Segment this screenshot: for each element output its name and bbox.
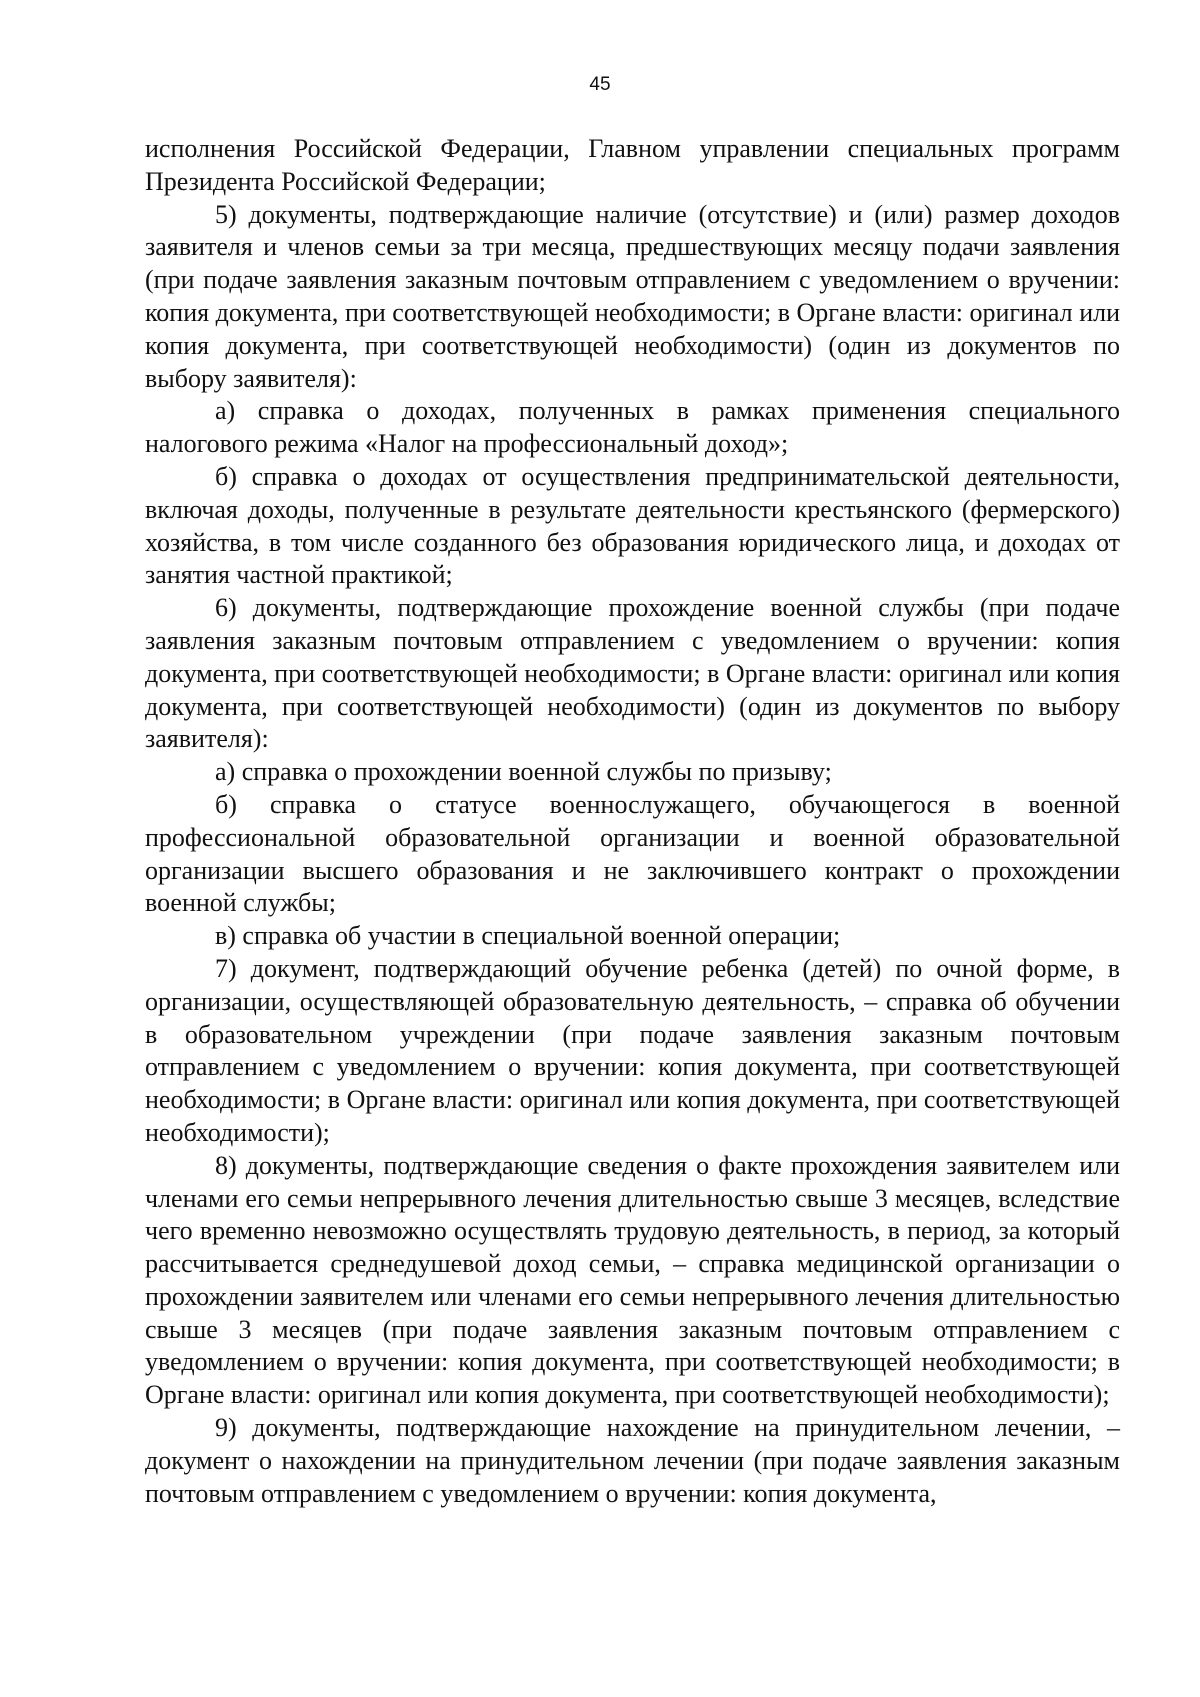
paragraph-item-7: 7) документ, подтверждающий обучение ребенка (детей) по очной форме, в организации, осуществляющей образовательную деятельность, – справка об обучении в образовательном учреждении (при подаче заявления заказным почтовым отправлением с уведомлением о вручении: копия документа, при соответствующей необходимости; в Органе власти: оригинал или копия документа, при соответствующей необходимости); bbox=[145, 953, 1120, 1147]
paragraph-item-6b: б) справка о статусе военнослужащего, обучающегося в военной профессиональной образовательной организации и военной образовательной организации высшего образования и не заключившего контракт о прохождении военной службы; bbox=[145, 789, 1120, 918]
paragraph-item-6: 6) документы, подтверждающие прохождение военной службы (при подаче заявления заказным почтовым отправлением с уведомлением о вручении: копия документа, при соответствующей необходимости; в Органе власти: оригинал или копия документа, при соответствующей необходимости) (один из документов по выбору заявителя): bbox=[145, 593, 1120, 754]
paragraph-item-6v: в) справка об участии в специальной военной операции; bbox=[215, 921, 841, 951]
paragraph-item-5b: б) справка о доходах от осуществления предпринимательской деятельности, включая доходы, полученные в результате деятельности крестьянского (фермерского) хозяйства, в том числе созданного без образования юридического лица, и доходах от занятия частной практикой; bbox=[145, 461, 1120, 590]
page-number: 45 bbox=[589, 74, 611, 95]
paragraph-item-9: 9) документы, подтверждающие нахождение на принудительном лечении, – документ о нахождении на принудительном лечении (при подаче заявления заказным почтовым отправлением с уведомлением о вручении: копия документа, bbox=[145, 1413, 1120, 1508]
paragraph-continued: исполнения Российской Федерации, Главном управлении специальных программ Президента Российской Федерации; bbox=[145, 134, 1120, 196]
paragraph-item-5: 5) документы, подтверждающие наличие (отсутствие) и (или) размер доходов заявителя и членов семьи за три месяца, предшествующих месяцу подачи заявления (при подаче заявления заказным почтовым отправлением с уведомлением о вручении: копия документа, при соответствующей необходимости; в Органе власти: оригинал или копия документа, при соответствующей необходимости) (один из документов по выбору заявителя): bbox=[145, 199, 1120, 393]
paragraph-item-8: 8) документы, подтверждающие сведения о факте прохождения заявителем или членами его семьи непрерывного лечения длительностью свыше 3 месяцев, вследствие чего временно невозможно осуществлять трудовую деятельность, в период, за который рассчитывается среднедушевой доход семьи, – справка медицинской организации о прохождении заявителем или членами его семьи непрерывного лечения длительностью свыше 3 месяцев (при подаче заявления заказным почтовым отправлением с уведомлением о вручении: копия документа, при соответствующей необходимости; в Органе власти: оригинал или копия документа, при соответствующей необходимости); bbox=[145, 1150, 1120, 1410]
paragraph-item-6a: а) справка о прохождении военной службы по призыву; bbox=[215, 757, 832, 787]
document-body bbox=[145, 133, 1120, 1510]
paragraph-item-5a: а) справка о доходах, полученных в рамках применения специального налогового режима «Налог на профессиональный доход»; bbox=[145, 396, 1120, 459]
